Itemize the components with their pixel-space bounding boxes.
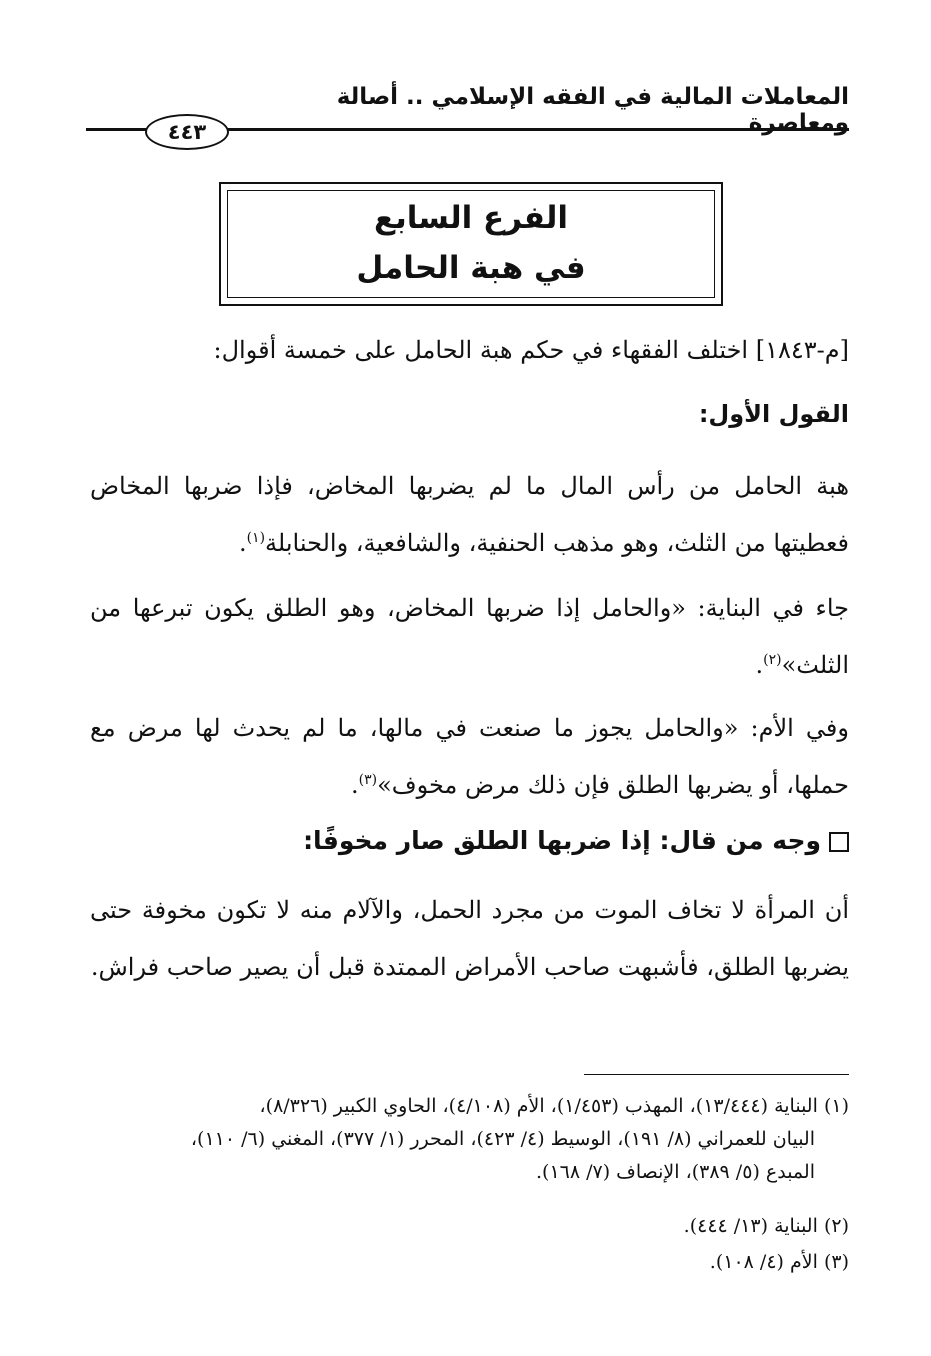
- square-bullet-icon: [829, 832, 849, 852]
- footnote-ref-2: (٢): [763, 652, 782, 668]
- section-title-line-2: في هبة الحامل: [356, 250, 586, 286]
- footnote-1-line-2: البيان للعمراني (٨/ ١٩١)، الوسيط (٤/ ٤٢٣)، المحرر (١/ ٣٧٧)، المغني (٦/ ١١٠)،: [190, 1128, 815, 1150]
- paragraph-1-end: .: [238, 529, 247, 557]
- paragraph-2-text: جاء في البناية: «والحامل إذا ضربها المخاض، وهو الطلق يكون تبرعها من الثلث»: [90, 594, 849, 679]
- paragraph-1: [90, 458, 849, 572]
- footnote-separator: [584, 1074, 849, 1075]
- footnote-ref-1: (١): [246, 530, 266, 546]
- footnote-2: [86, 1210, 849, 1243]
- paragraph-3: [90, 700, 849, 814]
- footnote-1: [86, 1090, 849, 1189]
- paragraph-3-end: .: [350, 771, 359, 799]
- footnote-3-text: الأم (٤/ ١٠٨).: [709, 1251, 818, 1273]
- footnote-ref-3: (٣): [358, 772, 378, 788]
- first-opinion-heading: القول الأول:: [698, 400, 849, 428]
- footnote-3: [86, 1246, 849, 1279]
- reason-heading: [303, 826, 849, 855]
- reason-heading-text: وجه من قال: إذا ضربها الطلق صار مخوفًا:: [303, 826, 821, 855]
- footnote-1-text-1: البناية (١٣/٤٤٤)، المهذب (١/٤٥٣)، الأم (٤/١٠٨)، الحاوي الكبير (٨/٣٢٦)،: [259, 1095, 818, 1117]
- footnote-1-line-3: المبدع (٥/ ٣٨٩)، الإنصاف (٧/ ١٦٨).: [535, 1161, 815, 1183]
- paragraph-4: أن المرأة لا تخاف الموت من مجرد الحمل، والآلام منه لا تكون مخوفة حتى يضربها الطلق، فأشبهت صاحب الأمراض الممتدة قبل أن يصير صاحب فراش.: [90, 896, 849, 981]
- footnote-2-text: البناية (١٣/ ٤٤٤).: [683, 1215, 818, 1237]
- running-title: المعاملات المالية في الفقه الإسلامي .. أصالة ومعاصرة: [336, 84, 849, 136]
- footnote-1-number: (١): [823, 1095, 849, 1117]
- footnote-1-line-1: [86, 1090, 849, 1123]
- page-number: ٤٤٣: [145, 114, 229, 150]
- paragraph-2: [90, 580, 849, 694]
- intro-paragraph: [م-١٨٤٣] اختلف الفقهاء في حكم هبة الحامل على خمسة أقوال:: [213, 336, 849, 364]
- section-title-line-1: الفرع السابع: [373, 200, 569, 236]
- paragraph-1-text: هبة الحامل من رأس المال ما لم يضربها المخاض، فإذا ضربها المخاض فعطيتها من الثلث، وهو مذهب الحنفية، والشافعية، والحنابلة: [90, 472, 849, 557]
- paragraph-3-text: وفي الأم: «والحامل يجوز ما صنعت في مالها، ما لم يحدث لها مرض مع حملها، أو يضربها الطلق فإن ذلك مرض مخوف»: [90, 714, 849, 799]
- footnote-3-number: (٣): [823, 1251, 849, 1273]
- footnote-2-number: (٢): [823, 1215, 849, 1237]
- section-title-frame: [219, 182, 723, 306]
- paragraph-2-end: .: [755, 651, 764, 679]
